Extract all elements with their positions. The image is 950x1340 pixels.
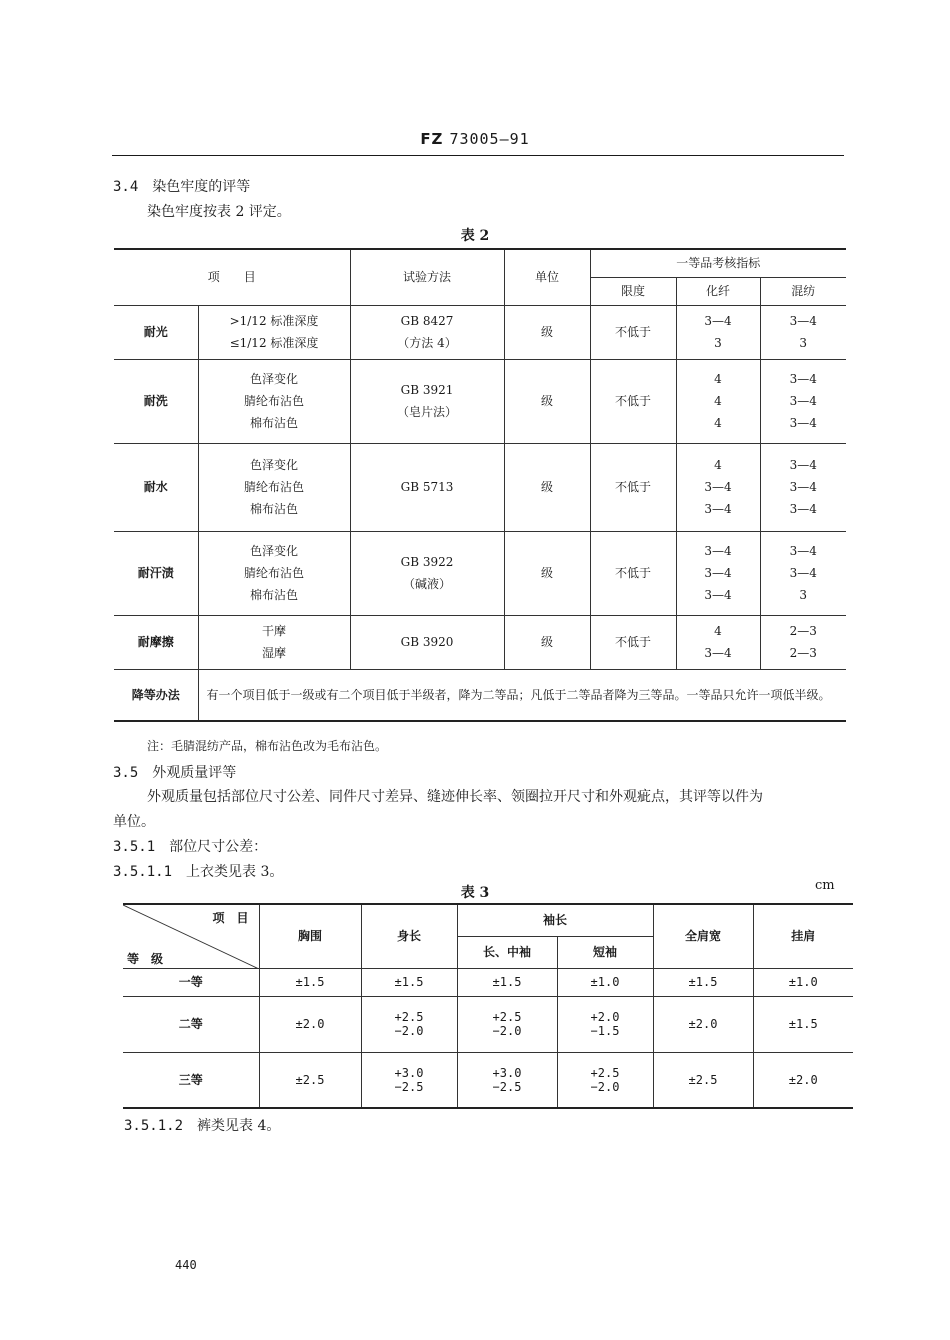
section-3-5-1-1-heading: 3.5.1.1 上衣类见表 3。 [113,864,284,880]
t2-row [114,531,846,615]
t2-row [114,615,846,669]
t3-header-item: 项 目 [212,911,249,925]
t3-cell-hanging-shoulder: ±1.5 [753,996,853,1052]
t2-row [114,443,846,531]
section-3-5-1-2-heading: 3.5.1.2 裤类见表 4。 [124,1118,281,1134]
t3-row-grade: 一等 [123,968,259,996]
t3-header-sleeve-long: 长、中袖 [457,936,557,968]
t3-row-grade: 三等 [123,1052,259,1108]
t2-downgrade-row [114,669,846,721]
t2-row-label: 耐摩擦 [114,615,198,669]
t2-row-unit: 级 [504,359,590,443]
t3-cell-chest: ±2.5 [259,1052,361,1108]
t2-row-unit: 级 [504,443,590,531]
t3-cell-sleeve-long: ±1.5 [457,968,557,996]
t3-cell-sleeve-short: +2.5 −2.0 [557,1052,653,1108]
table-2-note: 注：毛腈混纺产品，棉布沾色改为毛布沾色。 [147,739,388,753]
t3-header-diagonal [123,904,259,968]
t2-header-limit: 限度 [590,277,676,305]
t2-row-items: 干摩 湿摩 [198,615,350,669]
section-3-5-heading: 3.5 外观质量评等 [113,765,237,781]
table-2 [114,248,846,722]
t3-cell-hanging-shoulder: ±2.0 [753,1052,853,1108]
table-3-caption: 表 3 [460,885,490,901]
t3-cell-chest: ±1.5 [259,968,361,996]
t3-cell-shoulder: ±2.0 [653,996,753,1052]
t2-row-method: GB 3921 （皂片法） [350,359,504,443]
t2-row-limit: 不低于 [590,359,676,443]
t3-header-hanging-shoulder: 挂肩 [753,904,853,968]
table-3 [123,903,853,1109]
t2-row-label: 耐光 [114,305,198,359]
section-3-4-body: 染色牢度按表 2 评定。 [147,204,291,220]
t2-downgrade-text: 有一个项目低于一级或有二个项目低于半级者，降为二等品；凡低于二等品者降为三等品。一等品只允许一项低半级。 [198,669,846,721]
t2-row-label: 耐洗 [114,359,198,443]
t2-row-unit: 级 [504,615,590,669]
t3-row-grade: 二等 [123,996,259,1052]
t2-row-limit: 不低于 [590,305,676,359]
t2-row-blend: 3—4 3 [760,305,846,359]
page-number: 440 [175,1258,197,1272]
t2-row-unit: 级 [504,305,590,359]
t3-row [123,968,853,996]
header-rule [112,155,844,156]
section-3-5-body-line2: 单位。 [113,814,155,830]
t2-header-method: 试验方法 [350,249,504,305]
t2-row-blend: 2—3 2—3 [760,615,846,669]
t2-row-limit: 不低于 [590,443,676,531]
t3-cell-sleeve-short: ±1.0 [557,968,653,996]
t2-row-items: 色泽变化 腈纶布沾色 棉布沾色 [198,443,350,531]
t2-row-blend: 3—4 3—4 3 [760,531,846,615]
t3-header-length: 身长 [361,904,457,968]
t2-row-blend: 3—4 3—4 3—4 [760,359,846,443]
t3-row [123,1052,853,1108]
t2-row-chem: 3—4 3—4 3—4 [676,531,760,615]
section-3-5-body-line1: 外观质量包括部位尺寸公差、同件尺寸差异、缝迹伸长率、领圈拉开尺寸和外观疵点，其评等以件为 [147,789,763,805]
t2-row-label: 耐水 [114,443,198,531]
t3-cell-shoulder: ±1.5 [653,968,753,996]
t2-row-items: 色泽变化 腈纶布沾色 棉布沾色 [198,359,350,443]
t2-header-chem: 化纤 [676,277,760,305]
t3-header-shoulder: 全肩宽 [653,904,753,968]
table-2-caption: 表 2 [460,228,490,244]
t2-row-chem: 4 3—4 3—4 [676,443,760,531]
t3-header-sleeve-short: 短袖 [557,936,653,968]
t3-cell-chest: ±2.0 [259,996,361,1052]
t2-header-blend: 混纺 [760,277,846,305]
t2-row [114,359,846,443]
t2-row-label: 耐汗渍 [114,531,198,615]
t2-row-method: GB 3920 [350,615,504,669]
section-3-5-1-heading: 3.5.1 部位尺寸公差： [113,839,268,855]
t2-row-blend: 3—4 3—4 3—4 [760,443,846,531]
t2-row-chem: 4 3—4 [676,615,760,669]
t2-row-chem: 4 4 4 [676,359,760,443]
t2-row-limit: 不低于 [590,615,676,669]
t2-row-items: >1/12 标准深度 ≤1/12 标准深度 [198,305,350,359]
t2-row-method: GB 5713 [350,443,504,531]
t3-header-chest: 胸围 [259,904,361,968]
t3-cell-sleeve-long: +2.5 −2.0 [457,996,557,1052]
t2-row [114,305,846,359]
t3-cell-hanging-shoulder: ±1.0 [753,968,853,996]
t2-row-unit: 级 [504,531,590,615]
t3-header-sleeve: 袖长 [457,904,653,936]
t2-header-item: 项 目 [114,249,350,305]
t2-row-chem: 3—4 3 [676,305,760,359]
t3-cell-sleeve-short: +2.0 −1.5 [557,996,653,1052]
t2-row-limit: 不低于 [590,531,676,615]
section-3-4-heading: 3.4 染色牢度的评等 [113,179,251,195]
t3-header-grade: 等 级 [127,951,164,966]
document-code: FZ 73005—91 [420,130,530,148]
t3-cell-length: ±1.5 [361,968,457,996]
t2-row-items: 色泽变化 腈纶布沾色 棉布沾色 [198,531,350,615]
t2-row-method: GB 8427 （方法 4） [350,305,504,359]
t3-row [123,996,853,1052]
t3-cell-length: +3.0 −2.5 [361,1052,457,1108]
t2-downgrade-label: 降等办法 [114,669,198,721]
t3-cell-shoulder: ±2.5 [653,1052,753,1108]
table-3-unit: cm [815,878,835,893]
t2-row-method: GB 3922 （碱液） [350,531,504,615]
t3-cell-length: +2.5 −2.0 [361,996,457,1052]
t3-cell-sleeve-long: +3.0 −2.5 [457,1052,557,1108]
t2-header-unit: 单位 [504,249,590,305]
t2-header-group: 一等品考核指标 [590,249,846,277]
